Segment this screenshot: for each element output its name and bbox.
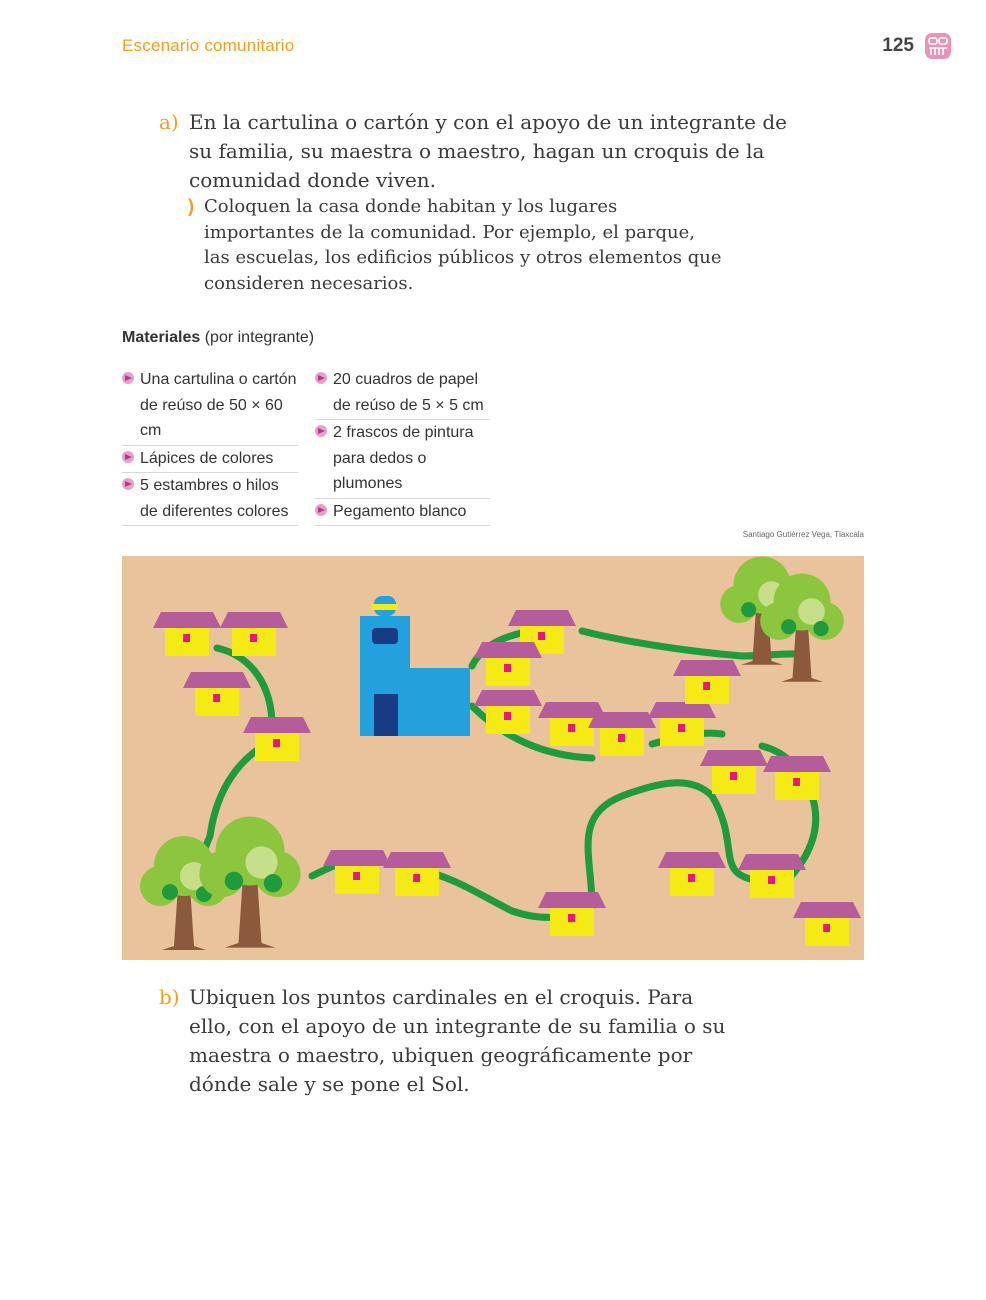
materials-heading [122,329,314,347]
material-item [315,367,490,420]
activity-b [159,983,729,1099]
material-item [122,367,298,446]
page-number: 125 [882,35,914,56]
material-item [315,420,490,499]
illustration-credit: Santiago Gutiérrez Vega, Tlaxcala [742,530,864,539]
materials-column-2 [315,367,490,526]
arrow-bullet-icon [315,504,327,516]
material-item-text: Una cartulina o cartón de reúso de 50 × 60 cm [140,371,297,439]
materials-heading-note: (por integrante) [204,329,315,346]
materials-column-1 [122,367,298,526]
section-title: Escenario comunitario [122,36,295,55]
arrow-bullet-icon [315,372,327,384]
material-item [315,499,490,527]
community-map-drawing [122,556,864,960]
community-map-illustration [122,556,864,960]
activity-b-marker: b) [159,985,180,1009]
material-item-text: 20 cuadros de papel de reúso de 5 × 5 cm [333,371,484,414]
activity-b-text: Ubiquen los puntos cardinales en el croquis. Para ello, con el apoyo de un integrante de su familia o su maestra o maestro, ubiquen geográficamente por dónde sale y se pone el Sol. [189,985,726,1096]
activity-a-subitem-text: Coloquen la casa donde habitan y los lugares importantes de la comunidad. Por ejemplo, el parque, las escuelas, los edificios públicos y otros elementos que consideren necesarios. [204,196,722,294]
arrow-bullet-icon [315,425,327,437]
activity-a-subitem [188,194,724,296]
subitem-bullet: ) [188,196,194,216]
materials-heading-bold: Materiales [122,329,201,346]
book-emblem-icon [924,32,952,60]
activity-a-marker: a) [159,110,179,134]
material-item [122,473,298,526]
material-item [122,446,298,474]
material-item-text: Pegamento blanco [333,502,467,520]
material-item-text: 2 frascos de pintura para dedos o plumones [333,424,474,492]
arrow-bullet-icon [122,478,134,490]
page-header-right [882,32,952,60]
arrow-bullet-icon [122,451,134,463]
material-item-text: 5 estambres o hilos de diferentes colores [140,477,289,520]
activity-a-text: En la cartulina o cartón y con el apoyo de un integrante de su familia, su maestra o maestro, hagan un croquis de la comunidad donde viven. [189,110,787,192]
activity-a [159,108,789,195]
arrow-bullet-icon [122,372,134,384]
material-item-text: Lápices de colores [140,449,274,467]
